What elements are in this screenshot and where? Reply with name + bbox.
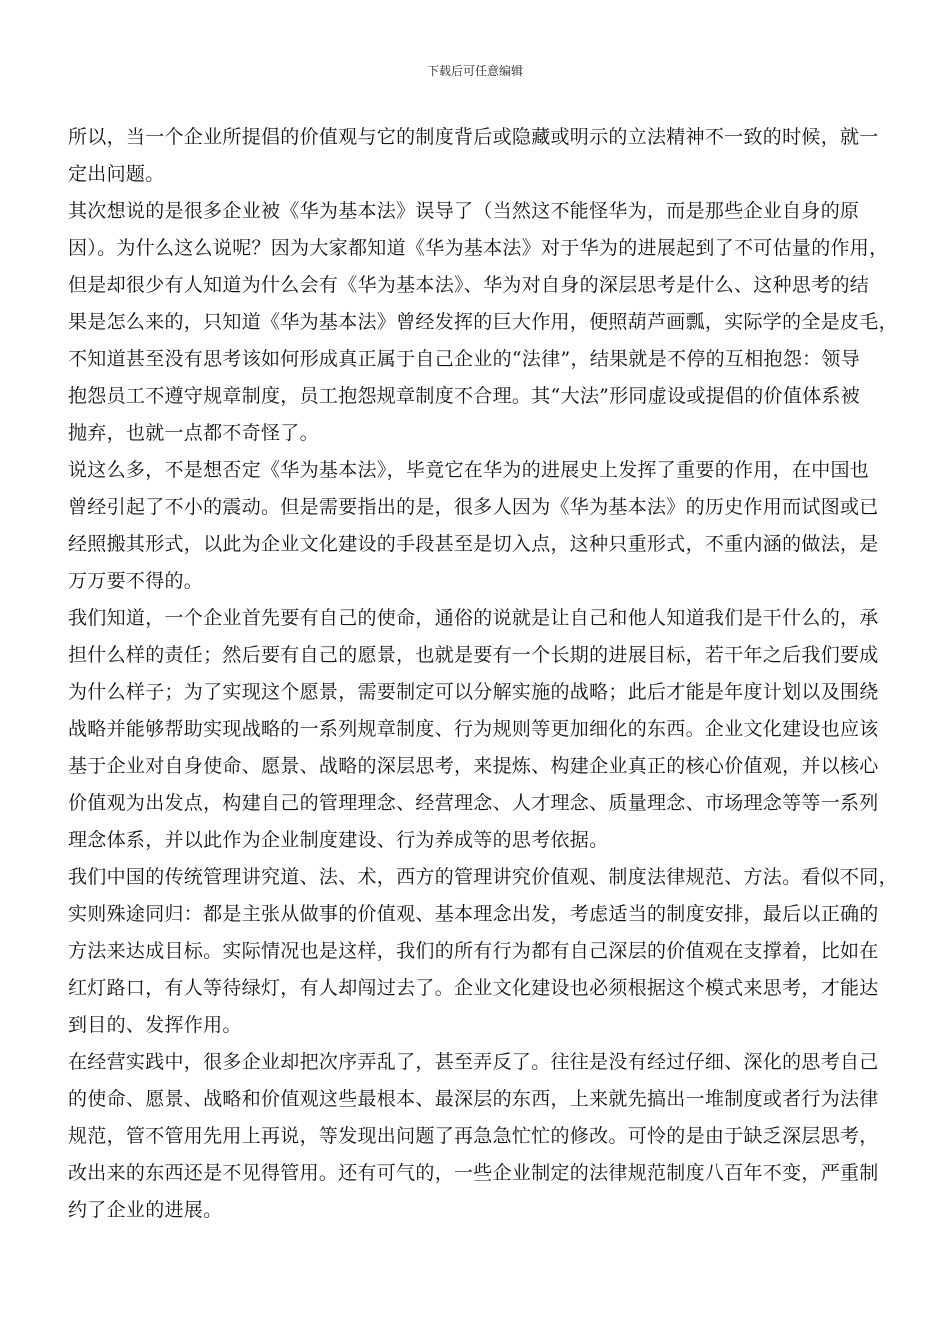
text-line: 为什么样子；为了实现这个愿景，需要制定可以分解实施的战略；此后才能是年度计划以及围绕 (68, 681, 879, 703)
text-line: 其次想说的是很多企业被《华为基本法》误导了（当然这不能怪华为，而是那些企业自身的原 (68, 200, 860, 222)
paragraph-2 (68, 193, 898, 452)
text-line: 说这么多，不是想否定《华为基本法》，毕竟它在华为的进展史上发挥了重要的作用，在中国也 (68, 459, 870, 481)
text-line: 抱怨员工不遵守规章制度，员工抱怨规章制度不合理。其“大法”形同虚设或提倡的价值体系被 (68, 385, 861, 407)
document-body (68, 119, 898, 1229)
text-line: 我们中国的传统管理讲究道、法、术，西方的管理讲究价值观、制度法律规范、方法。看似不同， (68, 866, 898, 888)
text-line: 的使命、愿景、战略和价值观这些最根本、最深层的东西，上来就先搞出一堆制度或者行为法律 (68, 1088, 879, 1110)
paragraph-5 (68, 859, 898, 1044)
text-line: 担什么样的责任；然后要有自己的愿景，也就是要有一个长期的进展目标，若干年之后我们要成 (68, 644, 879, 666)
paragraph-6 (68, 1044, 884, 1229)
text-line: 因）。为什么这么说呢？因为大家都知道《华为基本法》对于华为的进展起到了不可估量的作用， (68, 237, 889, 259)
text-line: 我们知道，一个企业首先要有自己的使命，通俗的说就是让自己和他人知道我们是干什么的，承 (68, 607, 879, 629)
text-line: 理念体系，并以此作为企业制度建设、行为养成等的思考依据。 (68, 829, 609, 851)
paragraph-4 (68, 600, 884, 859)
text-line: 经照搬其形式，以此为企业文化建设的手段甚至是切入点，这种只重形式，不重内涵的做法，是 (68, 533, 879, 555)
page-header: 下载后可任意编辑 (426, 64, 523, 78)
text-line: 但是却很少有人知道为什么会有《华为基本法》、华为对自身的深层思考是什么、这种思考的结 (68, 274, 870, 296)
text-line: 约了企业的进展。 (68, 1199, 223, 1221)
text-line: 规范，管不管用先用上再说，等发现出问题了再急急忙忙的修改。可怜的是由于缺乏深层思考， (68, 1125, 879, 1147)
text-line: 不知道甚至没有思考该如何形成真正属于自己企业的“法律”，结果就是不停的互相抱怨：领导 (68, 348, 861, 370)
paragraph-3 (68, 452, 884, 600)
text-line: 万万要不得的。 (68, 570, 204, 592)
text-line: 到目的、发挥作用。 (68, 1014, 242, 1036)
text-line: 在经营实践中，很多企业却把次序弄乱了，甚至弄反了。往往是没有经过仔细、深化的思考自己 (68, 1051, 879, 1073)
text-line: 实则殊途同归：都是主张从做事的价值观、基本理念出发，考虑适当的制度安排，最后以正确的 (68, 903, 879, 925)
paragraph-1 (68, 119, 884, 193)
text-line: 红灯路口，有人等待绿灯，有人却闯过去了。企业文化建设也必须根据这个模式来思考，才能达 (68, 977, 879, 999)
text-line: 抛弃，也就一点都不奇怪了。 (68, 422, 319, 444)
text-line: 曾经引起了不小的震动。但是需要指出的是，很多人因为《华为基本法》的历史作用而试图或已 (68, 496, 879, 518)
text-line: 基于企业对自身使命、愿景、战略的深层思考，来提炼、构建企业真正的核心价值观，并以核心 (68, 755, 879, 777)
text-line: 所以，当一个企业所提倡的价值观与它的制度背后或隐藏或明示的立法精神不一致的时候，就一 (68, 126, 879, 148)
text-line: 方法来达成目标。实际情况也是这样，我们的所有行为都有自己深层的价值观在支撑着，比如在 (68, 940, 879, 962)
text-line: 战略并能够帮助实现战略的一系列规章制度、行为规则等更加细化的东西。企业文化建设也应该 (68, 718, 879, 740)
text-line: 定出问题。 (68, 163, 165, 185)
text-line: 改出来的东西还是不见得管用。还有可气的，一些企业制定的法律规范制度八百年不变，严重制 (68, 1162, 879, 1184)
text-line: 果是怎么来的，只知道《华为基本法》曾经发挥的巨大作用，便照葫芦画瓢，实际学的全是皮毛， (68, 311, 898, 333)
text-line: 价值观为出发点，构建自己的管理理念、经营理念、人才理念、质量理念、市场理念等等一系列 (68, 792, 879, 814)
